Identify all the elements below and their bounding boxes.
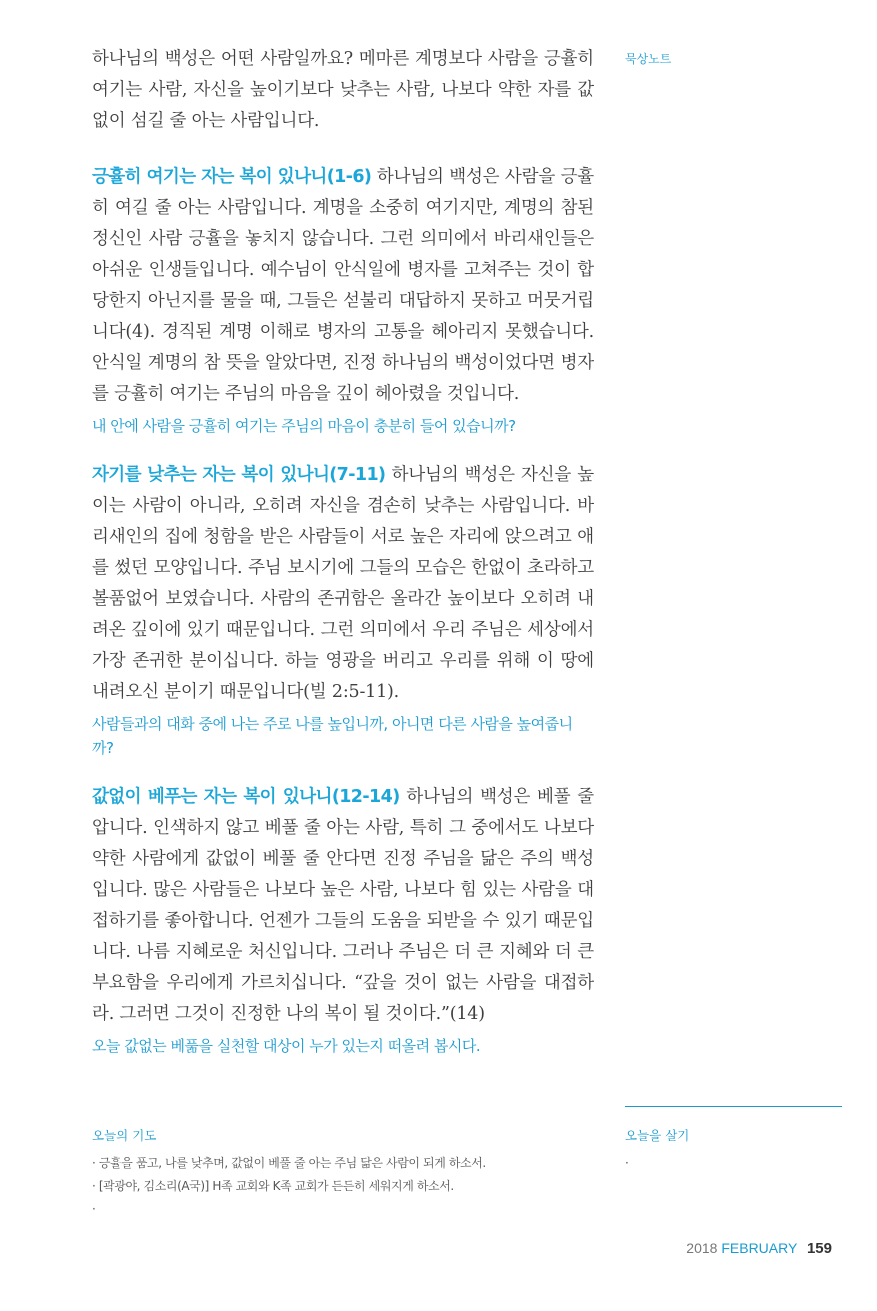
live-today — [625, 1126, 825, 1175]
section-heading: 값없이 베푸는 자는 복이 있나니(12-14) — [92, 787, 400, 807]
section-body: 하나님의 백성은 베풀 줄 압니다. 인색하지 않고 베풀 줄 아는 사람, 특히 그 중에서도 나보다 약한 사람에게 값없이 베풀 줄 안다면 진정 주님을 닮은 주의 백성입니다. 많은 사람들은 나보다 높은 사람, 나보다 힘 있는 사람을 대접하기를 좋아합니다. 언젠가 그들의 도움을 되받을 수 있기 때문입니다. 나름 지혜로운 처신입니다. 그러나 주님은 더 큰 지혜와 더 큰 부요함을 우리에게 가르치십니다. “갚을 것이 없는 사람을 대접하라. 그러면 그것이 진정한 나의 복이 될 것이다.”(14) — [92, 787, 594, 1024]
intro-paragraph: 하나님의 백성은 어떤 사람일까요? 메마른 계명보다 사람을 긍휼히 여기는 사람, 자신을 높이기보다 낮추는 사람, 나보다 약한 자를 값없이 섬길 줄 아는 사람입니다. — [92, 49, 594, 131]
page-footer — [686, 1240, 832, 1257]
divider-line — [625, 1106, 842, 1107]
live-today-item: · — [625, 1156, 629, 1170]
live-today-title: 오늘을 살기 — [625, 1128, 690, 1143]
prayer-title: 오늘의 기도 — [92, 1128, 157, 1143]
section-paragraph — [92, 460, 594, 708]
prayer-item: · — [92, 1202, 96, 1216]
reflection-question: 오늘 값없는 베풂을 실천할 대상이 누가 있는지 떠올려 봅시다. — [92, 1037, 481, 1055]
section-heading: 자기를 낮추는 자는 복이 있나니(7-11) — [92, 465, 386, 485]
section-body: 하나님의 백성은 자신을 높이는 사람이 아니라, 오히려 자신을 겸손히 낮추는 사람입니다. 바리새인의 집에 청함을 받은 사람들이 서로 높은 자리에 앉으려고 애를 썼던 모양입니다. 주님 보시기에 그들의 모습은 한없이 초라하고 볼품없어 보였습니다. 사람의 존귀함은 올라간 높이보다 오히려 내려온 깊이에 있기 때문입니다. 그런 의미에서 우리 주님은 세상에서 가장 존귀한 분이십니다. 하늘 영광을 버리고 우리를 위해 이 땅에 내려오신 분이기 때문입니다(빌 2:5-11). — [92, 465, 594, 702]
prayer-item: · 긍휼을 품고, 나를 낮추며, 값없이 베풀 줄 아는 주님 닮은 사람이 되게 하소서. — [92, 1156, 486, 1170]
section-heading: 긍휼히 여기는 자는 복이 있나니(1-6) — [92, 167, 372, 187]
prayer-item: · [곽광야, 김소리(A국)] H족 교회와 K족 교회가 든든히 세워지게 하소서. — [92, 1179, 454, 1193]
reflection-question: 사람들과의 대화 중에 나는 주로 나를 높입니까, 아니면 다른 사람을 높여줍니까? — [92, 715, 573, 757]
footer-year: 2018 — [686, 1240, 718, 1256]
reflection-question: 내 안에 사람을 긍휼히 여기는 주님의 마음이 충분히 들어 있습니까? — [92, 417, 516, 435]
section-paragraph — [92, 162, 594, 410]
section-body: 하나님의 백성은 사람을 긍휼히 여길 줄 아는 사람입니다. 계명을 소중히 여기지만, 계명의 참된 정신인 사람 긍휼을 놓치지 않습니다. 그런 의미에서 바리새인들은 아쉬운 인생들입니다. 예수님이 안식일에 병자를 고쳐주는 것이 합당한지 아닌지를 물을 때, 그들은 섣불리 대답하지 못하고 머뭇거립니다(4). 경직된 계명 이해로 병자의 고통을 헤아리지 못했습니다. 안식일 계명의 참 뜻을 알았다면, 진정 하나님의 백성이었다면 병자를 긍휼히 여기는 주님의 마음을 깊이 헤아렸을 것입니다. — [92, 167, 594, 404]
page-number: 159 — [806, 1240, 832, 1257]
meditation-note-label: 묵상노트 — [625, 52, 672, 66]
footer-month: FEBRUARY — [721, 1240, 798, 1256]
todays-prayer — [92, 1126, 592, 1221]
section-paragraph — [92, 782, 594, 1030]
main-content — [92, 44, 594, 1080]
